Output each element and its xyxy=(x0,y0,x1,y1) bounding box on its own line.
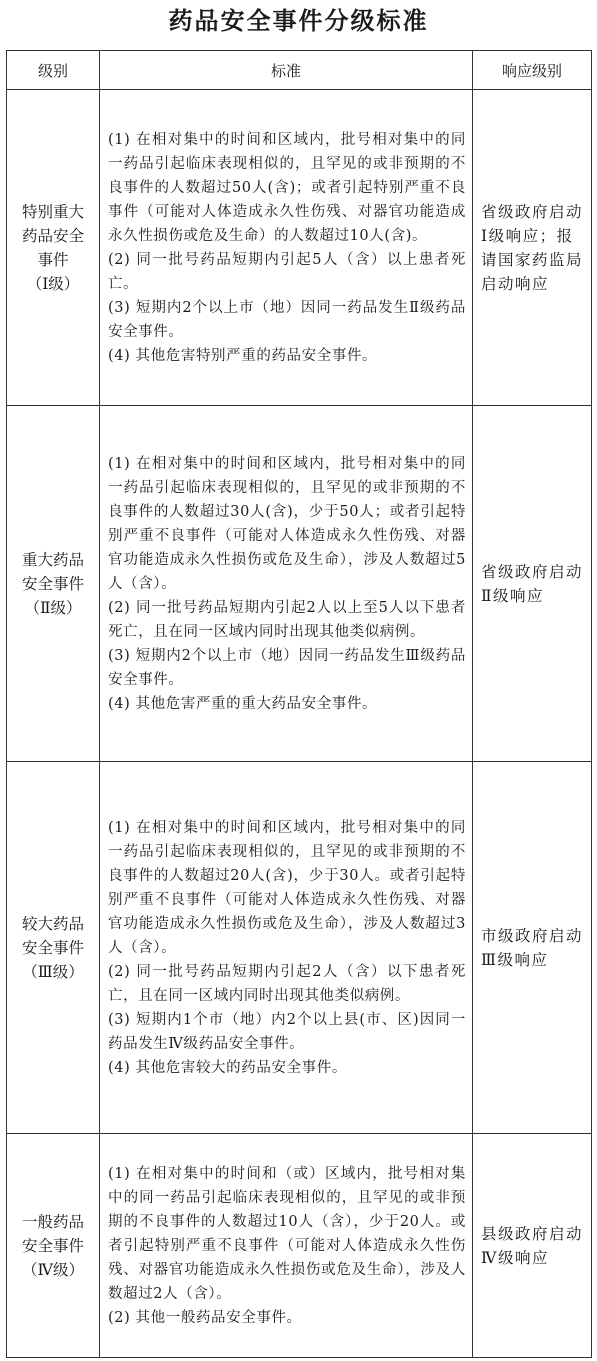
criterion-item: (1) 在相对集中的时间和区域内，批号相对集中的同一药品引起临床表现相似的，且罕见的或非预期的不良事件的人数超过50人(含)；或者引起特别严重不良事件（可能对人体造成永久性伤残、对器官功能造成永久性损伤或危及生命）的人数超过10人(含)。 xyxy=(108,131,466,244)
table-header-row xyxy=(7,51,592,90)
table-row xyxy=(7,406,592,762)
criterion-item: (2) 同一批号药品短期内引起2人以上至5人以下患者死亡，且在同一区域内同时出现其他类似病例。 xyxy=(108,599,466,640)
response-cell: 省级政府启动Ⅰ级响应；报请国家药监局启动响应 xyxy=(473,90,592,406)
response-cell: 县级政府启动Ⅳ级响应 xyxy=(473,1134,592,1358)
level-name-line: 安全事件 xyxy=(21,1236,84,1255)
response-cell: 市级政府启动Ⅲ级响应 xyxy=(473,762,592,1134)
table-row xyxy=(7,762,592,1134)
level-cell xyxy=(7,406,100,762)
criterion-item: (1) 在相对集中的时间和区域内，批号相对集中的同一药品引起临床表现相似的，且罕见的或非预期的不良事件的人数超过30人(含)，少于50人；或者引起特别严重不良事件（可能对人体造成永久性伤残、对器官功能造成永久性损伤或危及生命），涉及人数超过5人（含）。 xyxy=(108,455,466,592)
level-name-line: 事件 xyxy=(37,250,69,269)
level-name-line: 特别重大 xyxy=(21,202,84,221)
standard-cell xyxy=(100,1134,473,1358)
level-name-line: 安全事件 xyxy=(21,574,84,593)
criterion-item: (3) 短期内2个以上市（地）因同一药品发生Ⅱ级药品安全事件。 xyxy=(108,299,466,340)
document-title: 药品安全事件分级标准 xyxy=(168,7,429,35)
level-grade: （Ⅱ级） xyxy=(24,598,82,617)
level-cell xyxy=(7,1134,100,1358)
level-grade: （Ⅲ级） xyxy=(22,962,84,981)
criterion-item: (2) 同一批号药品短期内引起2人（含）以下患者死亡，且在同一区域内同时出现其他类似病例。 xyxy=(108,963,466,1004)
criterion-item: (1) 在相对集中的时间和（或）区域内，批号相对集中的同一药品引起临床表现相似的，且罕见的或非预期的不良事件的人数超过10人（含），少于20人。或者引起特别严重不良事件（可能对人体造成永久性伤残、对器官功能造成永久性损伤或危及生命），涉及人数超过2人（含）。 xyxy=(108,1165,466,1302)
level-grade: （Ⅳ级） xyxy=(22,1260,84,1279)
level-name-line: 较大药品 xyxy=(21,914,84,933)
criterion-item: (4) 其他危害严重的重大药品安全事件。 xyxy=(108,695,378,712)
standard-cell xyxy=(100,90,473,406)
response-cell: 省级政府启动Ⅱ级响应 xyxy=(473,406,592,762)
level-cell xyxy=(7,762,100,1134)
level-grade: （Ⅰ级） xyxy=(26,274,80,293)
criterion-item: (3) 短期内1个市（地）内2个以上县(市、区)因同一药品发生Ⅳ级药品安全事件。 xyxy=(108,1011,466,1052)
grading-table xyxy=(6,50,592,1358)
table-row xyxy=(7,90,592,406)
header-standard: 标准 xyxy=(100,51,473,90)
header-response: 响应级别 xyxy=(473,51,592,90)
standard-cell xyxy=(100,406,473,762)
criterion-item: (2) 其他一般药品安全事件。 xyxy=(108,1309,302,1326)
level-cell xyxy=(7,90,100,406)
criterion-item: (1) 在相对集中的时间和区域内，批号相对集中的同一药品引起临床表现相似的，且罕见的或非预期的不良事件的人数超过20人(含)，少于30人。或者引起特别严重不良事件（可能对人体造成永久性伤残、对器官功能造成永久性损伤或危及生命），涉及人数超过3人（含）。 xyxy=(108,819,466,956)
criterion-item: (3) 短期内2个以上市（地）因同一药品发生Ⅲ级药品安全事件。 xyxy=(108,647,466,688)
standard-cell xyxy=(100,762,473,1134)
level-name-line: 安全事件 xyxy=(21,938,84,957)
criterion-item: (4) 其他危害较大的药品安全事件。 xyxy=(108,1059,347,1076)
level-name-line: 重大药品 xyxy=(21,550,84,569)
criterion-item: (2) 同一批号药品短期内引起5人（含）以上患者死亡。 xyxy=(108,251,466,292)
level-name-line: 一般药品 xyxy=(21,1212,84,1231)
criterion-item: (4) 其他危害特别严重的药品安全事件。 xyxy=(108,347,378,364)
header-level: 级别 xyxy=(7,51,100,90)
table-row xyxy=(7,1134,592,1358)
level-name-line: 药品安全 xyxy=(21,226,84,245)
